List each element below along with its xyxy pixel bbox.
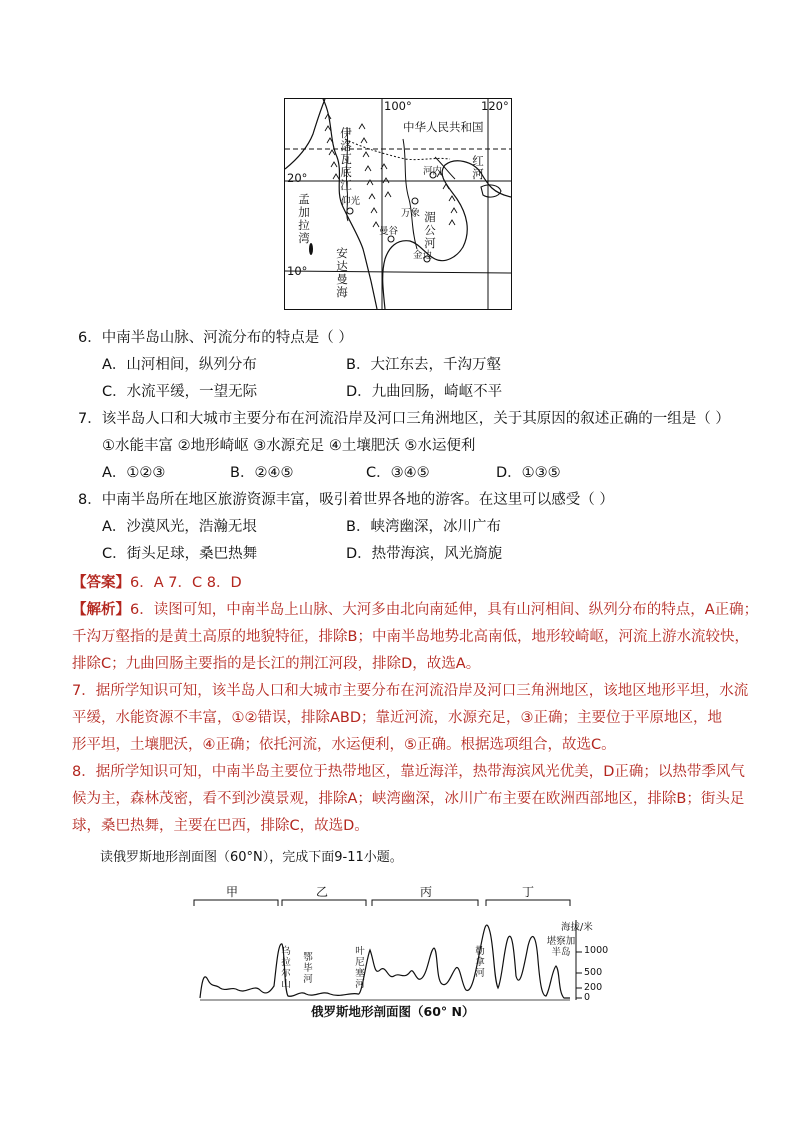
analysis-line-1 <box>72 598 758 619</box>
profile-line <box>200 925 570 998</box>
bangkok-label: 曼谷 <box>379 226 399 237</box>
analysis-text-1: 6．读图可知，中南半岛上山脉、大河多由北向南延伸，具有山河相间、纵列分布的特点，A正确； <box>130 602 759 618</box>
question-7-stem: 7．该半岛人口和大城市主要分布在河流沿岸及河口三角洲地区，关于其原因的叙述正确的一组是（ ） <box>78 411 730 427</box>
hanoi-label: 河内 <box>423 166 443 177</box>
question-6-stem: 6．中南半岛山脉、河流分布的特点是（ ） <box>78 330 353 346</box>
region-bing: 丙 <box>420 885 433 899</box>
lon-100-label: 100° <box>384 99 412 113</box>
question-6-option-a: A．山河相间，纵列分布 <box>102 357 257 373</box>
question-6-option-c: C．水流平缓，一望无际 <box>102 384 258 400</box>
label-lena: 勒拿河 <box>475 946 485 979</box>
bay-bengal-label: 孟 加 拉 湾 <box>298 192 310 245</box>
question-8-option-b: B．峡湾幽深，冰川广布 <box>346 519 501 535</box>
answer-tag: 【答案】 <box>72 575 130 591</box>
region-jia: 甲 <box>226 885 239 899</box>
mekong-label: 湄 公 河 <box>424 210 436 250</box>
label-kamchatka: 堪察加半岛 <box>546 936 576 958</box>
vientiane-dot <box>412 198 418 204</box>
mekong <box>403 139 417 249</box>
tick-0: 0 <box>584 992 591 1003</box>
lat-20-label: 20° <box>287 171 308 185</box>
region-yi: 乙 <box>316 885 329 899</box>
analysis-line-6: 形平坦，土壤肥沃，④正确；依托河流，水运便利，⑤正确。根据选项组合，故选C。 <box>72 737 616 753</box>
question-7-items: ①水能丰富 ②地形崎岖 ③水源充足 ④土壤肥沃 ⑤水运便利 <box>102 438 476 454</box>
analysis-line-3: 排除C；九曲回肠主要指的是长江的荆江河段，排除D，故选A。 <box>72 656 481 672</box>
bracket-ding <box>486 900 570 906</box>
label-yenisei: 叶尼塞河 <box>355 946 365 990</box>
lat-10-line <box>285 271 511 273</box>
red-river-label: 红 河 <box>472 154 484 181</box>
analysis-line-2: 千沟万壑指的是黄土高原的地貌特征，排除B；中南半岛地势北高南低，地形较崎岖，河流上游水流较快， <box>72 629 749 645</box>
question-7-option-b: B．②④⑤ <box>230 465 294 481</box>
lat-10-label: 10° <box>287 264 308 278</box>
profile-intro: 读俄罗斯地形剖面图（60°N），完成下面9-11小题。 <box>100 850 403 865</box>
analysis-line-4: 7．据所学知识可知，该半岛人口和大城市主要分布在河流沿岸及河口三角洲地区，该地区地形平坦，水流 <box>72 683 749 699</box>
analysis-line-9: 球，桑巴热舞，主要在巴西，排除C，故选D。 <box>72 818 369 834</box>
question-6-option-b: B．大江东去，千沟万壑 <box>346 357 501 373</box>
lon-120-label: 120° <box>481 99 509 113</box>
label-ob: 鄂毕河 <box>303 952 313 985</box>
bracket-jia <box>194 900 278 906</box>
bracket-yi <box>282 900 366 906</box>
question-7-option-a: A．①②③ <box>102 465 166 481</box>
coastline-west <box>285 99 325 169</box>
yangon-label: 仰光 <box>341 196 361 207</box>
tick-500: 500 <box>584 967 603 978</box>
tick-200: 200 <box>584 982 603 993</box>
analysis-line-7: 8．据所学知识可知，中南半岛主要位于热带地区，靠近海洋，热带海滨风光优美，D正确；以热带季风气 <box>72 764 745 780</box>
indochina-map <box>284 98 512 310</box>
question-8-option-c: C．街头足球，桑巴热舞 <box>102 546 258 562</box>
axis-title: 海拔/米 <box>561 922 593 933</box>
phnompenh-label: 金边 <box>413 250 433 261</box>
answer-line <box>72 571 242 592</box>
yangon-dot <box>347 208 353 214</box>
tick-1000: 1000 <box>584 945 609 956</box>
answer-text: 6．A 7．C 8．D <box>130 575 242 591</box>
question-6-option-d: D．九曲回肠，崎岖不平 <box>346 384 503 400</box>
irrawaddy-label: 伊 洛 瓦 底 江 <box>340 126 352 192</box>
andaman-sea-label: 安 达 曼 海 <box>336 246 348 299</box>
question-7-option-c: C．③④⑤ <box>366 465 430 481</box>
question-8-option-d: D．热带海滨，风光旖旎 <box>346 546 503 562</box>
analysis-line-5: 平缓，水能资源不丰富，①②错误，排除ABD；靠近河流，水源充足，③正确；主要位于平原地区，地 <box>72 710 723 726</box>
coastline-indochina <box>383 161 511 309</box>
country-label: 中华人民共和国 <box>403 120 484 134</box>
label-ural: 乌拉尔山 <box>281 946 291 990</box>
question-8-stem: 8．中南半岛所在地区旅游资源丰富，吸引着世界各地的游客。在这里可以感受（ ） <box>78 492 614 508</box>
question-8-option-a: A．沙漠风光，浩瀚无垠 <box>102 519 257 535</box>
question-7-option-d: D．①③⑤ <box>496 465 561 481</box>
region-ding: 丁 <box>522 885 535 899</box>
vientiane-label: 万象 <box>401 208 421 219</box>
analysis-tag: 【解析】 <box>72 602 130 618</box>
bracket-bing <box>372 900 478 906</box>
analysis-line-8: 候为主，森林茂密，看不到沙漠景观，排除A；峡湾幽深，冰川广布主要在欧洲西部地区，排除B；街头足 <box>72 791 745 807</box>
profile-caption: 俄罗斯地形剖面图（60° N） <box>311 1004 475 1019</box>
